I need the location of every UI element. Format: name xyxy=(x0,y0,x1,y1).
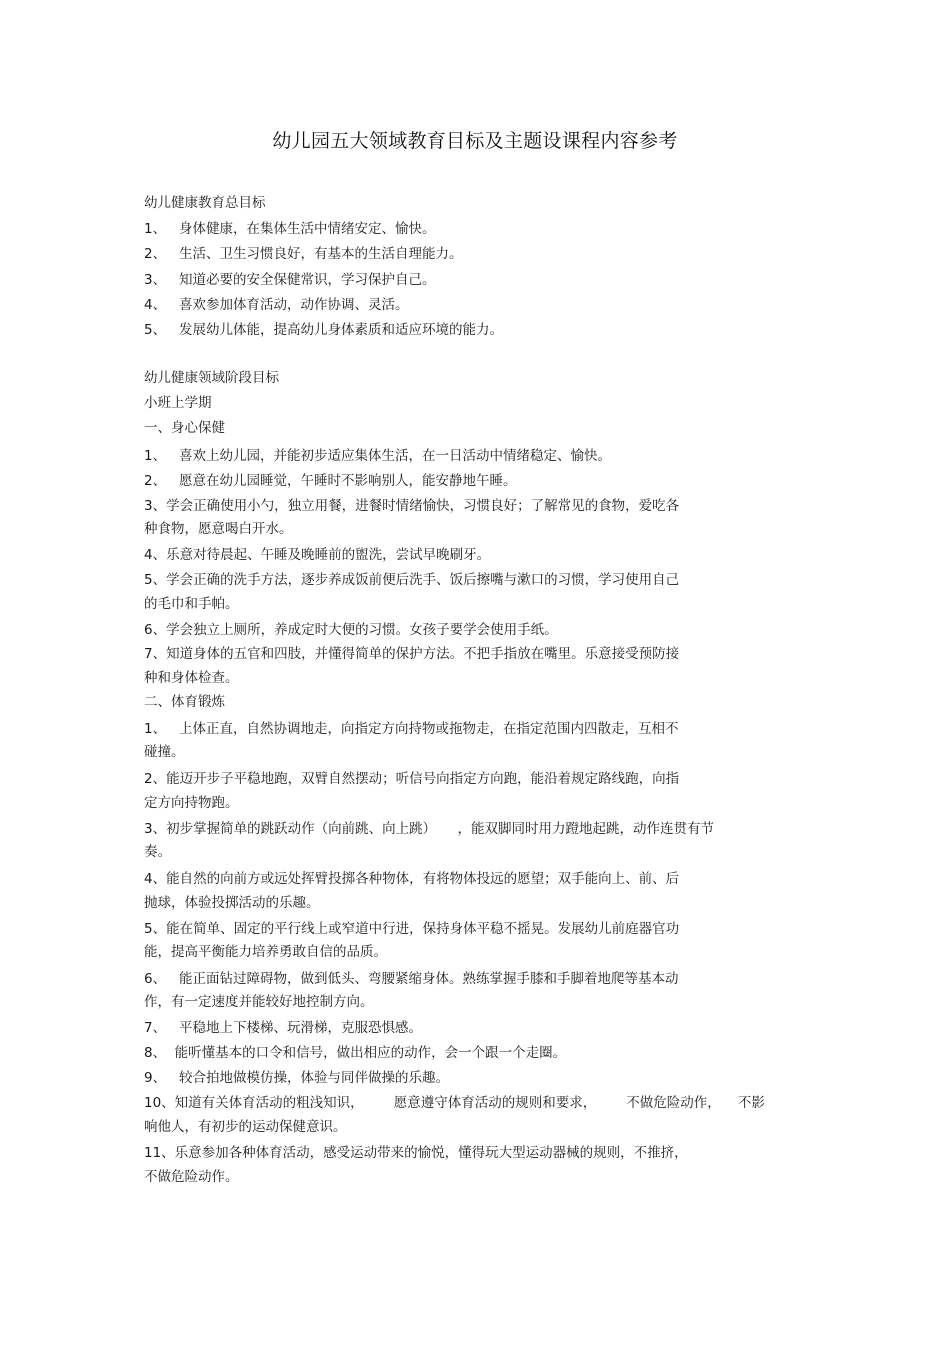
list-item-continuation: 定方向持物跑。 xyxy=(144,795,239,811)
list-item-continuation: 抛球，体验投掷活动的乐趣。 xyxy=(144,895,320,911)
list-item-continuation: 不做危险动作。 xyxy=(144,1169,239,1185)
term-heading: 小班上学期 xyxy=(144,395,212,411)
list-item-continuation: 的毛巾和手帕。 xyxy=(144,596,239,612)
list-item-continuation: 作，有一定速度并能较好地控制方向。 xyxy=(144,994,374,1010)
list-item-continuation: 种食物，愿意喝白开水。 xyxy=(144,521,293,537)
section-heading: 幼儿健康领域阶段目标 xyxy=(144,370,279,386)
list-item: 1、 喜欢上幼儿园，并能初步适应集体生活，在一日活动中情绪稳定、愉快。 xyxy=(144,448,611,464)
list-item: 4、 喜欢参加体育活动，动作协调、灵活。 xyxy=(144,297,409,313)
list-item: 4、能自然的向前方或远处挥臂投掷各种物体，有将物体投远的愿望；双手能向上、前、后 xyxy=(144,871,680,887)
list-item-continuation: 种和身体检查。 xyxy=(144,670,239,686)
list-item: 3、学会正确使用小勺，独立用餐，进餐时情绪愉快，习惯良好；了解常见的食物，爱吃各 xyxy=(144,498,680,514)
list-item: 8、 能听懂基本的口令和信号，做出相应的动作，会一个跟一个走圈。 xyxy=(144,1045,567,1061)
list-item: 3、 知道必要的安全保健常识，学习保护自己。 xyxy=(144,272,436,288)
subsection-heading: 二、体育锻炼 xyxy=(144,694,225,710)
list-item: 6、学会独立上厕所，养成定时大便的习惯。女孩子要学会使用手纸。 xyxy=(144,622,558,638)
list-item-continuation: 能，提高平衡能力培养勇敢自信的品质。 xyxy=(144,944,387,960)
list-item: 2、能迈开步子平稳地跑，双臂自然摆动；听信号向指定方向跑，能沿着规定路线跑，向指 xyxy=(144,771,680,787)
list-item: 5、学会正确的洗手方法，逐步养成饭前便后洗手、饭后擦嘴与漱口的习惯，学习使用自己 xyxy=(144,572,680,588)
list-item-continuation: 响他人，有初步的运动保健意识。 xyxy=(144,1119,347,1135)
list-item: 5、 发展幼儿体能，提高幼儿身体素质和适应环境的能力。 xyxy=(144,322,503,338)
list-item: 11、乐意参加各种体育活动，感受运动带来的愉悦，懂得玩大型运动器械的规则，不推挤， xyxy=(144,1145,688,1161)
list-item-continuation: 奏。 xyxy=(144,844,171,860)
list-item: 5、能在简单、固定的平行线上或窄道中行进，保持身体平稳不摇晃。发展幼儿前庭器官功 xyxy=(144,921,680,937)
list-item-continuation: 碰撞。 xyxy=(144,744,185,760)
list-item: 6、 能正面钻过障碍物，做到低头、弯腰紧缩身体。熟练掌握手膝和手脚着地爬等基本动 xyxy=(144,971,679,987)
list-item: 9、 较合拍地做模仿操，体验与同伴做操的乐趣。 xyxy=(144,1070,449,1086)
list-item: 3、初步掌握简单的跳跃动作（向前跳、向上跳） ，能双脚同时用力蹬地起跳，动作连贯有节 xyxy=(144,821,715,837)
list-item: 2、 愿意在幼儿园睡觉，午睡时不影响别人，能安静地午睡。 xyxy=(144,473,517,489)
document-title: 幼儿园五大领域教育目标及主题设课程内容参考 xyxy=(272,130,678,152)
list-item: 1、 身体健康，在集体生活中情绪安定、愉快。 xyxy=(144,221,436,237)
list-item: 7、 平稳地上下楼梯、玩滑梯，克服恐惧感。 xyxy=(144,1020,422,1036)
list-item: 2、 生活、卫生习惯良好，有基本的生活自理能力。 xyxy=(144,246,463,262)
list-item: 10、知道有关体育活动的粗浅知识， 愿意遵守体育活动的规则和要求， 不做危险动作， 不影 xyxy=(144,1095,765,1111)
list-item: 1、 上体正直，自然协调地走，向指定方向持物或拖物走，在指定范围内四散走，互相不 xyxy=(144,721,679,737)
list-item: 7、知道身体的五官和四肢，并懂得简单的保护方法。不把手指放在嘴里。乐意接受预防接 xyxy=(144,646,680,662)
list-item: 4、乐意对待晨起、午睡及晚睡前的盥洗，尝试早晚刷牙。 xyxy=(144,547,491,563)
section-heading: 幼儿健康教育总目标 xyxy=(144,195,266,211)
subsection-heading: 一、身心保健 xyxy=(144,420,225,436)
